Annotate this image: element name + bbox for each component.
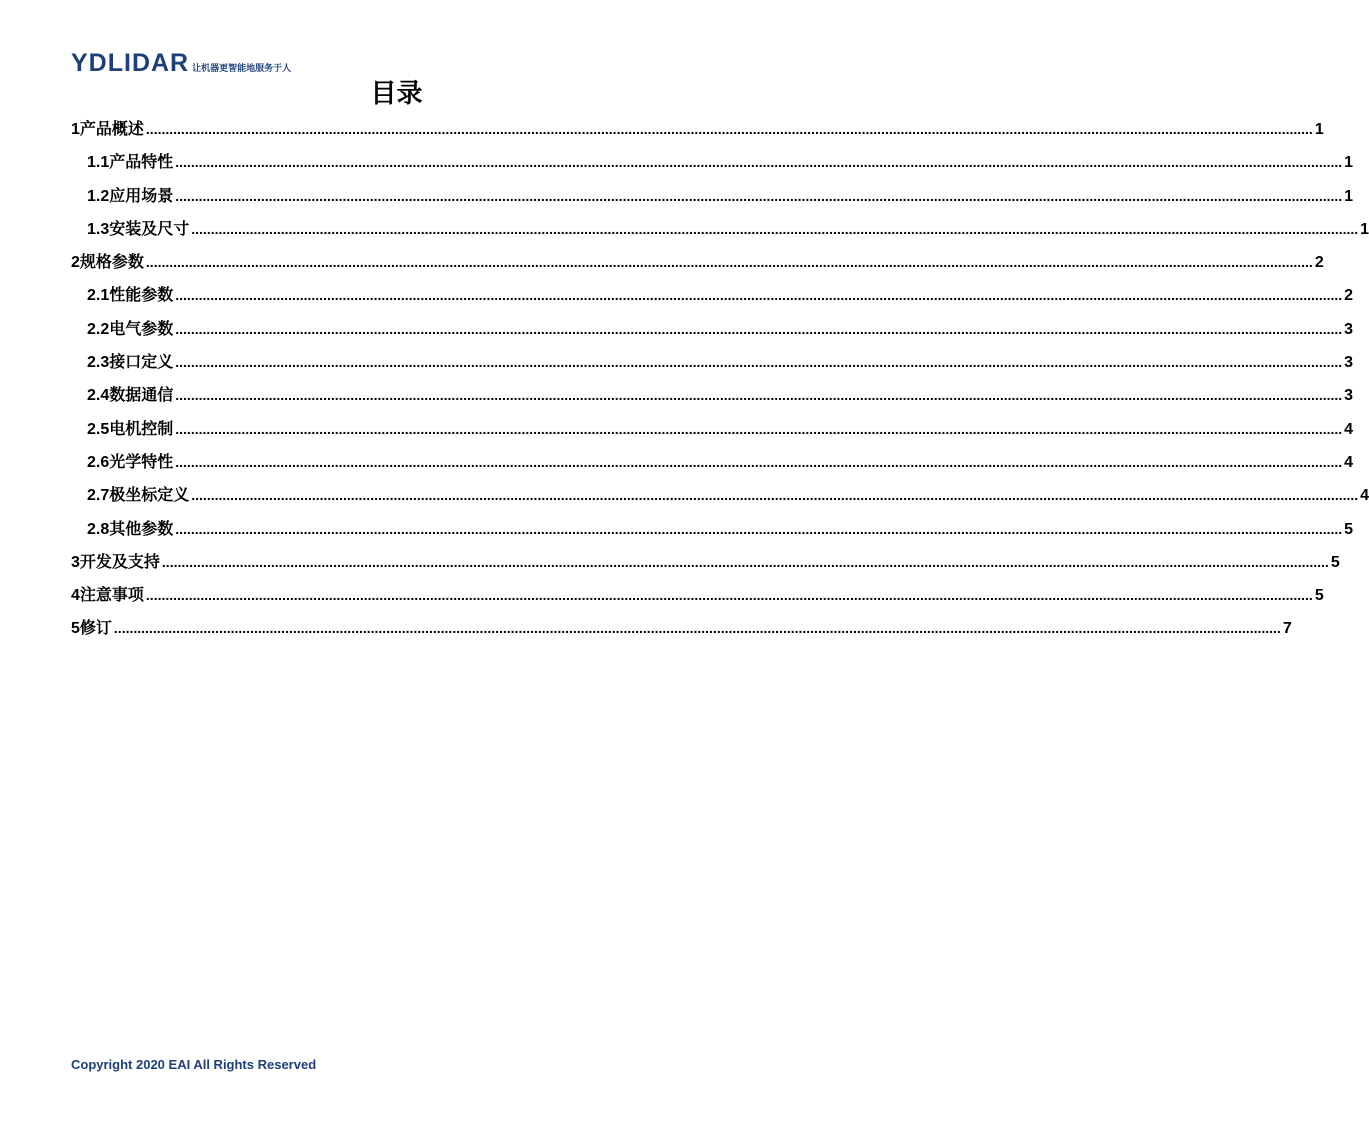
toc-entry-title: 电机控制: [109, 418, 174, 438]
toc-entry[interactable]: [71, 245, 1324, 278]
toc-entry[interactable]: [71, 445, 1354, 478]
toc-entry[interactable]: [71, 578, 1324, 611]
logo-slogan: 让机器更智能地服务于人: [192, 64, 292, 74]
toc-entry-title: 修订: [79, 618, 112, 638]
toc-entry-title: 安装及尺寸: [109, 218, 190, 238]
toc-entry-page-number: 3: [1344, 320, 1354, 338]
toc-entry-number: 2.6: [87, 453, 110, 471]
toc-entry[interactable]: [71, 545, 1340, 578]
toc-entry-title: 数据通信: [109, 385, 174, 405]
toc-entry-page-number: 5: [1314, 587, 1324, 605]
toc-entry-title: 产品特性: [109, 152, 174, 172]
toc-entry-number: 1.3: [87, 220, 110, 238]
toc-dot-leader: ............................................................................................................................................................................................................................................................................................................: [175, 420, 1343, 437]
toc-dot-leader: ............................................................................................................................................................................................................................................................................................................: [145, 121, 1313, 137]
toc-entry[interactable]: [71, 312, 1354, 345]
table-of-contents: [71, 112, 1369, 645]
toc-title: 目录: [370, 79, 423, 109]
toc-entry-title: 注意事项: [79, 585, 144, 605]
copyright-footer: Copyright 2020 EAI All Rights Reserved: [71, 1057, 317, 1072]
toc-dot-leader: ............................................................................................................................................................................................................................................................................................................: [175, 520, 1343, 537]
toc-dot-leader: ............................................................................................................................................................................................................................................................................................................: [175, 453, 1343, 470]
toc-entry-number: 2.8: [87, 520, 110, 538]
toc-dot-leader: ............................................................................................................................................................................................................................................................................................................: [161, 553, 1329, 570]
toc-dot-leader: ............................................................................................................................................................................................................................................................................................................: [175, 187, 1343, 204]
toc-entry-page-number: 2: [1314, 254, 1324, 272]
toc-dot-leader: ............................................................................................................................................................................................................................................................................................................: [175, 320, 1343, 337]
toc-entry[interactable]: [71, 112, 1324, 145]
toc-entry[interactable]: [71, 378, 1354, 411]
toc-entry-number: 2: [71, 254, 80, 272]
toc-entry[interactable]: [71, 179, 1354, 212]
toc-dot-leader: ............................................................................................................................................................................................................................................................................................................: [175, 354, 1343, 371]
toc-entry-title: 性能参数: [109, 285, 174, 305]
toc-entry[interactable]: [71, 345, 1354, 378]
toc-entry-page-number: 3: [1344, 387, 1354, 405]
toc-dot-leader: ............................................................................................................................................................................................................................................................................................................: [113, 620, 1281, 637]
toc-entry-number: 2.7: [87, 487, 110, 505]
toc-entry-page-number: 3: [1344, 354, 1354, 372]
toc-entry-number: 1: [71, 121, 80, 138]
toc-entry[interactable]: [71, 278, 1354, 311]
toc-dot-leader: ............................................................................................................................................................................................................................................................................................................: [145, 587, 1313, 604]
toc-entry-page-number: 4: [1344, 453, 1354, 471]
toc-entry-number: 2.1: [87, 287, 110, 305]
toc-entry[interactable]: [71, 478, 1369, 511]
toc-entry-title: 产品概述: [79, 119, 144, 138]
toc-entry[interactable]: [71, 145, 1354, 178]
toc-entry-number: 2.3: [87, 354, 110, 372]
toc-entry-page-number: 2: [1344, 287, 1354, 305]
toc-entry[interactable]: [71, 512, 1354, 545]
toc-entry-number: 2.4: [87, 387, 110, 405]
toc-entry-number: 5: [71, 620, 80, 638]
toc-entry-number: 2.2: [87, 320, 110, 338]
toc-entry-title: 电气参数: [109, 318, 174, 338]
toc-dot-leader: ............................................................................................................................................................................................................................................................................................................: [191, 487, 1359, 504]
toc-entry[interactable]: [71, 412, 1354, 445]
toc-entry-page-number: 7: [1282, 620, 1292, 638]
toc-dot-leader: ............................................................................................................................................................................................................................................................................................................: [175, 154, 1343, 171]
toc-entry-page-number: 5: [1330, 553, 1340, 571]
toc-dot-leader: ............................................................................................................................................................................................................................................................................................................: [191, 220, 1359, 237]
toc-entry-number: 2.5: [87, 420, 110, 438]
toc-entry-number: 4: [71, 587, 80, 605]
toc-entry-title: 极坐标定义: [109, 485, 190, 505]
toc-entry-page-number: 4: [1344, 420, 1354, 438]
toc-entry-page-number: 1: [1314, 121, 1324, 138]
toc-entry-page-number: 5: [1344, 520, 1354, 538]
toc-entry-page-number: 1: [1344, 187, 1354, 205]
toc-entry-number: 1.2: [87, 187, 110, 205]
toc-entry-title: 光学特性: [109, 451, 174, 471]
toc-entry-page-number: 1: [1360, 220, 1369, 238]
toc-dot-leader: ............................................................................................................................................................................................................................................................................................................: [175, 287, 1343, 304]
toc-entry-title: 应用场景: [109, 185, 174, 205]
toc-entry-page-number: 4: [1360, 487, 1369, 505]
toc-dot-leader: ............................................................................................................................................................................................................................................................................................................: [145, 254, 1313, 271]
toc-dot-leader: ............................................................................................................................................................................................................................................................................................................: [175, 387, 1343, 404]
toc-entry-title: 接口定义: [109, 352, 174, 372]
toc-entry-number: 1.1: [87, 154, 110, 172]
toc-entry-title: 其他参数: [109, 518, 174, 538]
toc-entry-title: 开发及支持: [79, 551, 160, 571]
toc-entry[interactable]: [71, 611, 1292, 644]
toc-entry-page-number: 1: [1344, 154, 1354, 172]
logo-wordmark: YDLIDAR: [71, 49, 190, 77]
toc-entry-number: 3: [71, 553, 80, 571]
company-logo: [71, 48, 291, 76]
toc-entry[interactable]: [71, 212, 1369, 245]
toc-entry-title: 规格参数: [79, 252, 144, 272]
